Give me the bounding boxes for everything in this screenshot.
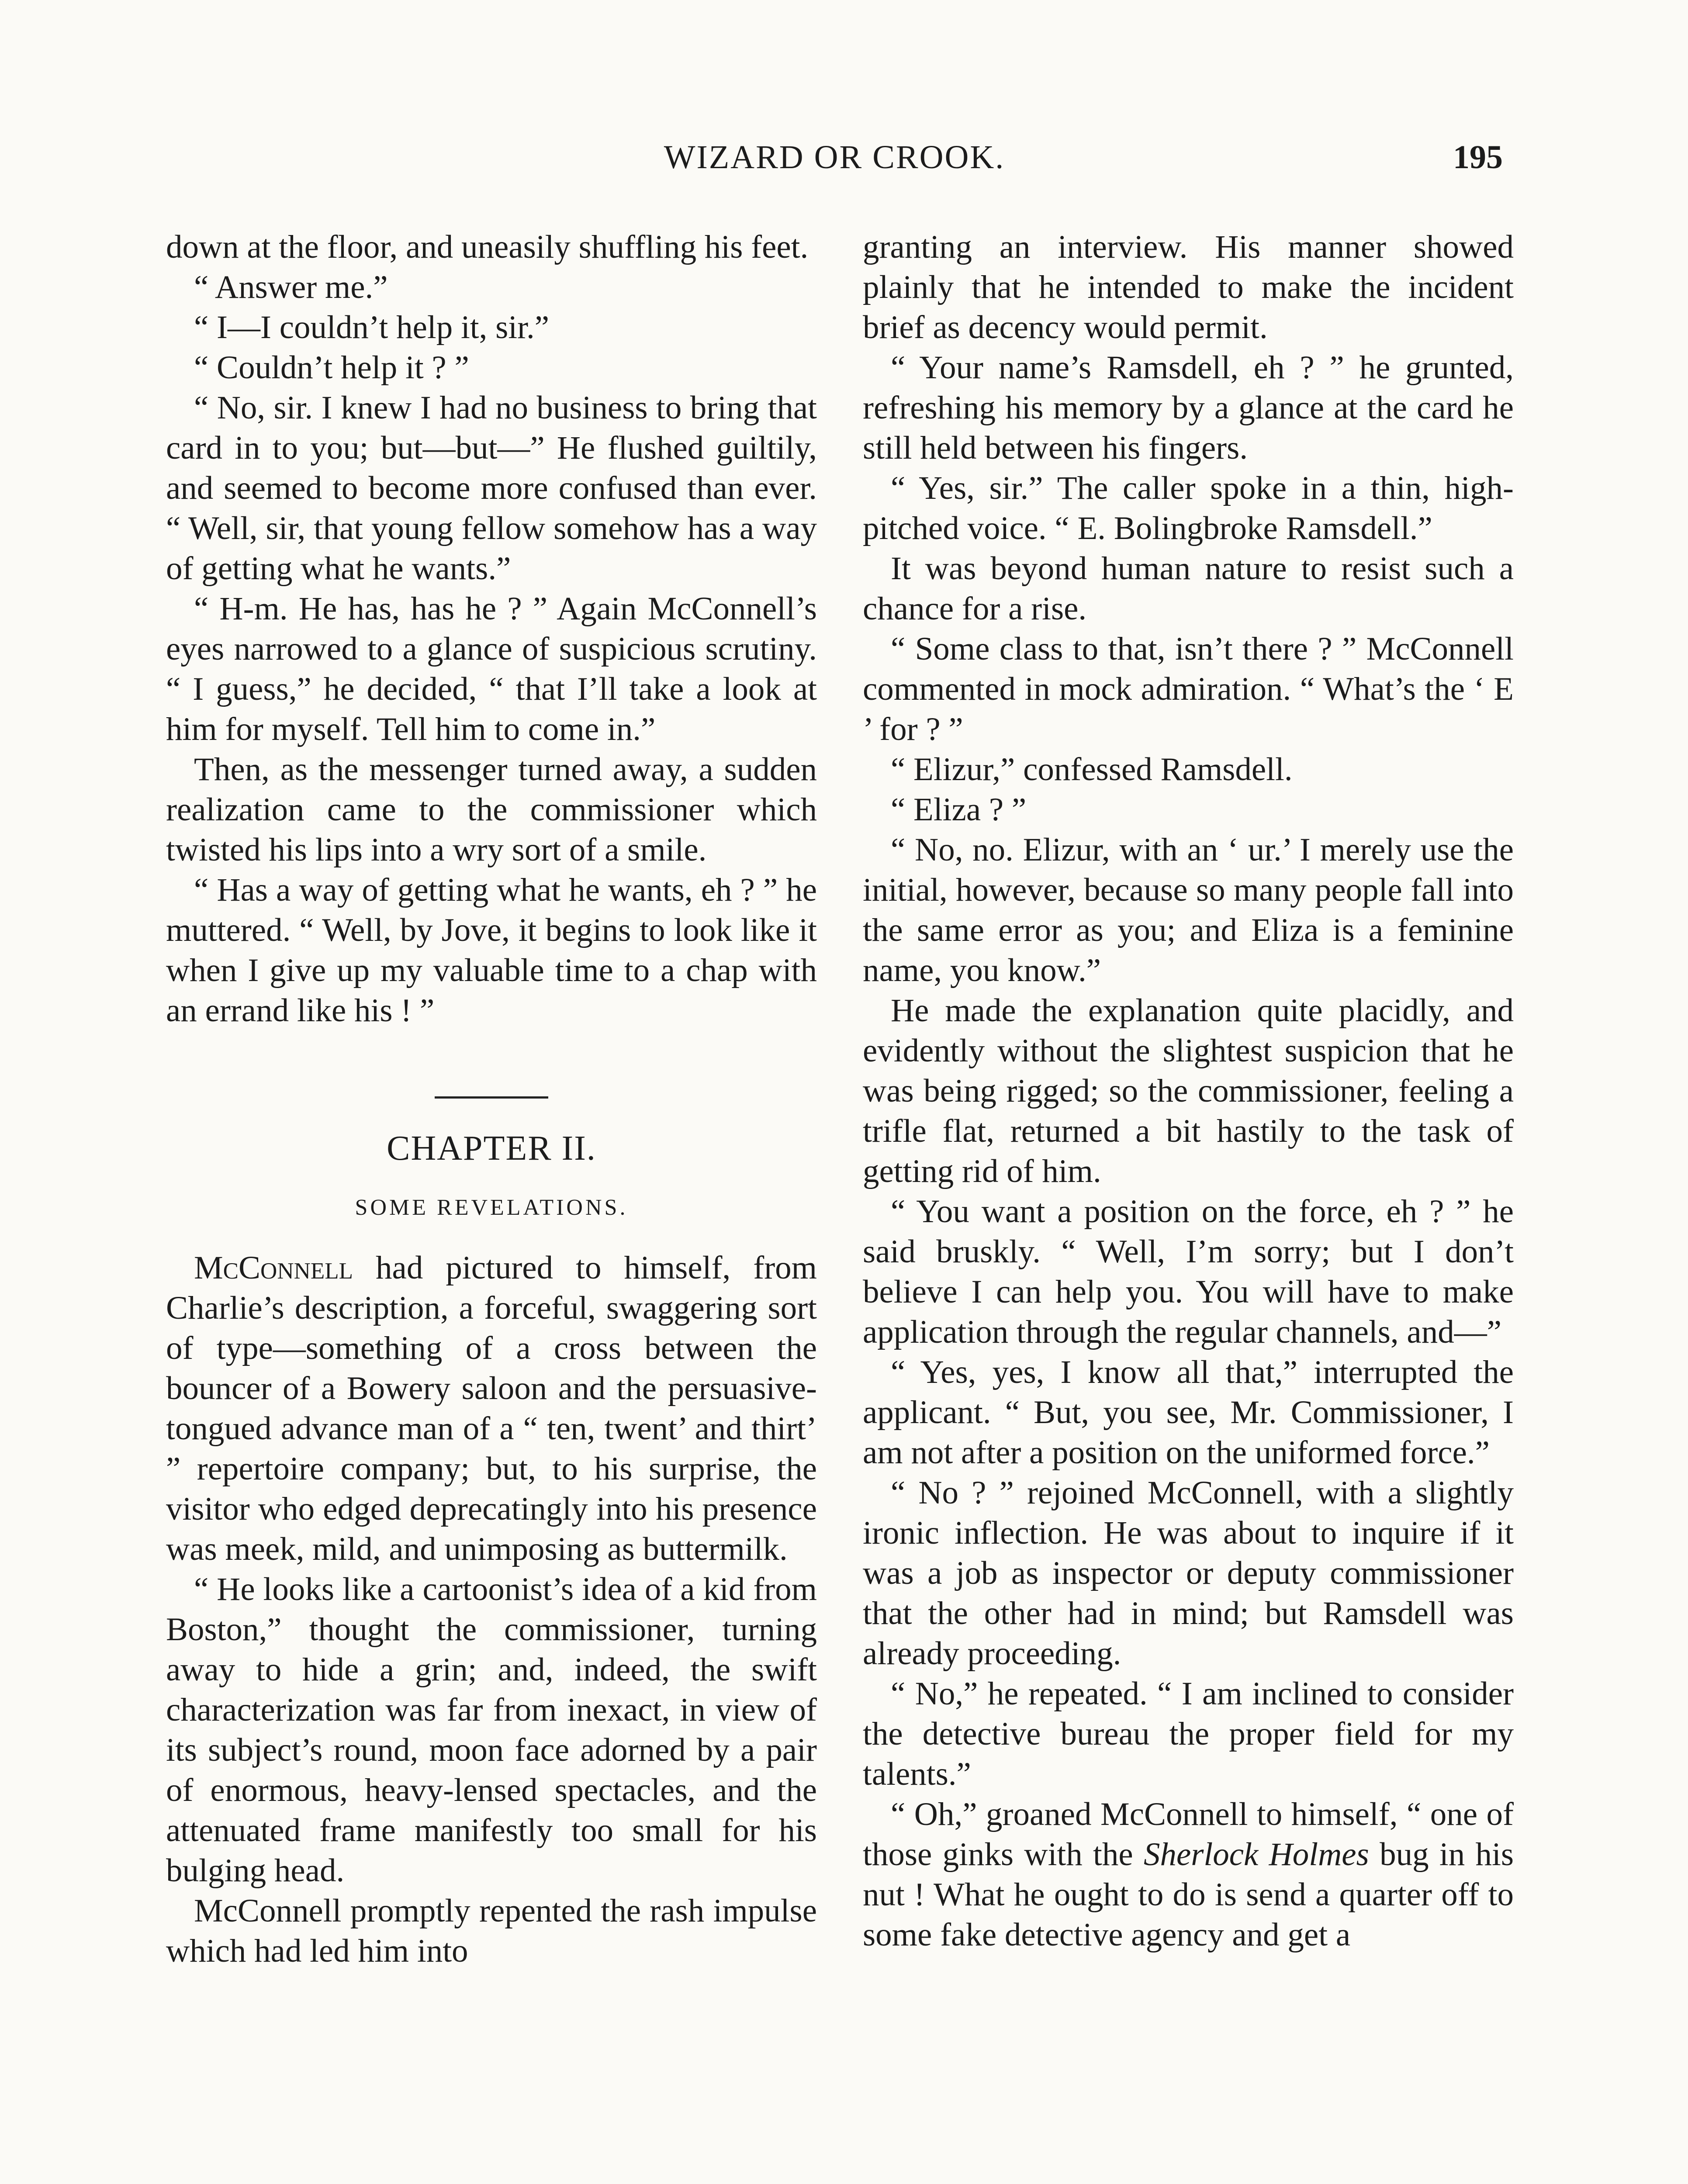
paragraph: “ No, no. Elizur, with an ‘ ur.’ I merely use the initial, however, because so many people fall into the same error as you; and Eliza is a feminine name, you know.” — [863, 832, 1514, 988]
paragraph: “ Yes, sir.” The caller spoke in a thin, high-pitched voice. “ E. Bolingbroke Ramsdell.” — [863, 470, 1514, 546]
paragraph: down at the floor, and uneasily shuffling his feet. — [166, 229, 809, 265]
paragraph: “ Answer me.” — [194, 269, 388, 305]
paragraph: “ No ? ” rejoined McConnell, with a slightly ironic inflection. He was about to inquire if it was a job as inspector or deputy commissioner that the other had in mind; but Ramsdell was already proceeding. — [863, 1475, 1514, 1672]
paragraph: “ No,” he repeated. “ I am inclined to consider the detective bureau the proper field for my talents.” — [863, 1676, 1514, 1792]
chapter-subtitle: SOME REVELATIONS. — [355, 1195, 628, 1220]
paragraph: “ Has a way of getting what he wants, eh ? ” he muttered. “ Well, by Jove, it begins to look like it when I give up my valuable time to a chap with an errand like his ! ” — [166, 872, 817, 1029]
running-title: WIZARD OR CROOK. — [664, 139, 1005, 176]
paragraph-text: had pictured to himself, from Charlie’s description, a forceful, swaggering sort of type—something of a cross between the bouncer of a Bowery saloon and the persuasive-tongued advance man of a “ ten, twent’ and thirt’ ” repertoire company; but, to his surprise, the visitor who edged deprecatingly into his presence was meek, mild, and unimposing as buttermilk. — [166, 1250, 817, 1567]
paragraph: “ You want a position on the force, eh ? ” he said bruskly. “ Well, I’m sorry; but I don’t believe I can help you. You will have to make application through the regular channels, and—” — [863, 1193, 1514, 1350]
paragraph: “ Eliza ? ” — [891, 791, 1027, 828]
section-divider — [435, 1096, 548, 1099]
left-column — [166, 227, 817, 1971]
chapter-heading: CHAPTER II. — [387, 1129, 596, 1168]
paragraph: “ Elizur,” confessed Ramsdell. — [891, 751, 1293, 788]
paragraph: “ Your name’s Ramsdell, eh ? ” he grunted, refreshing his memory by a glance at the card he still held between his fingers. — [863, 349, 1514, 466]
paragraph: “ Couldn’t help it ? ” — [194, 349, 469, 386]
paragraph — [166, 1248, 817, 1569]
paragraph: McConnell promptly repented the rash impulse which had led him into — [166, 1893, 817, 1969]
paragraph: “ H-m. He has, has he ? ” Again McConnell’s eyes narrowed to a glance of suspicious scrutiny. “ I guess,” he decided, “ that I’ll take a look at him for myself. Tell him to come in.” — [166, 591, 817, 747]
paragraph — [863, 1794, 1514, 1955]
paragraph: It was beyond human nature to resist such a chance for a rise. — [863, 550, 1514, 627]
paragraph: “ He looks like a cartoonist’s idea of a kid from Boston,” thought the commissioner, turning away to hide a grin; and, indeed, the swift characterization was far from inexact, in view of its subject’s round, moon face adorned by a pair of enormous, heavy-lensed spectacles, and the attenuated frame manifestly too small for his bulging head. — [166, 1571, 817, 1889]
paragraph-text: bug in his nut ! What he ought to do is send a quarter off to some fake detective agency and get a — [863, 1836, 1514, 1953]
right-column — [863, 227, 1514, 1955]
paragraph: He made the explanation quite placidly, and evidently without the slightest suspicion that he was being rigged; so the commissioner, feeling a trifle flat, returned a bit hastily to the task of getting rid of him. — [863, 992, 1514, 1189]
paragraph: “ Yes, yes, I know all that,” interrupted the applicant. “ But, you see, Mr. Commissioner, I am not after a position on the uniformed force.” — [863, 1354, 1514, 1471]
running-header — [166, 131, 1503, 183]
paragraph: “ No, sir. I knew I had no business to bring that card in to you; but—but—” He flushed guiltily, and seemed to become more confused than ever. “ Well, sir, that young fellow somehow has a way of getting what he wants.” — [166, 390, 817, 587]
paragraph: “ I—I couldn’t help it, sir.” — [194, 309, 550, 346]
paragraph: granting an interview. His manner showed plainly that he intended to make the incident brief as decency would permit. — [863, 229, 1514, 346]
page-number: 195 — [1453, 139, 1503, 176]
paragraph: “ Some class to that, isn’t there ? ” McConnell commented in mock admiration. “ What’s the ‘ E ’ for ? ” — [863, 631, 1514, 747]
italic-title: Sherlock Holmes — [1143, 1836, 1369, 1873]
lead-word: McConnell — [194, 1250, 353, 1286]
paragraph-text: “ Oh,” groaned McConnell to himself, “ one of those ginks with the — [863, 1796, 1514, 1873]
paragraph: Then, as the messenger turned away, a sudden realization came to the commissioner which twisted his lips into a wry sort of a smile. — [166, 751, 817, 868]
